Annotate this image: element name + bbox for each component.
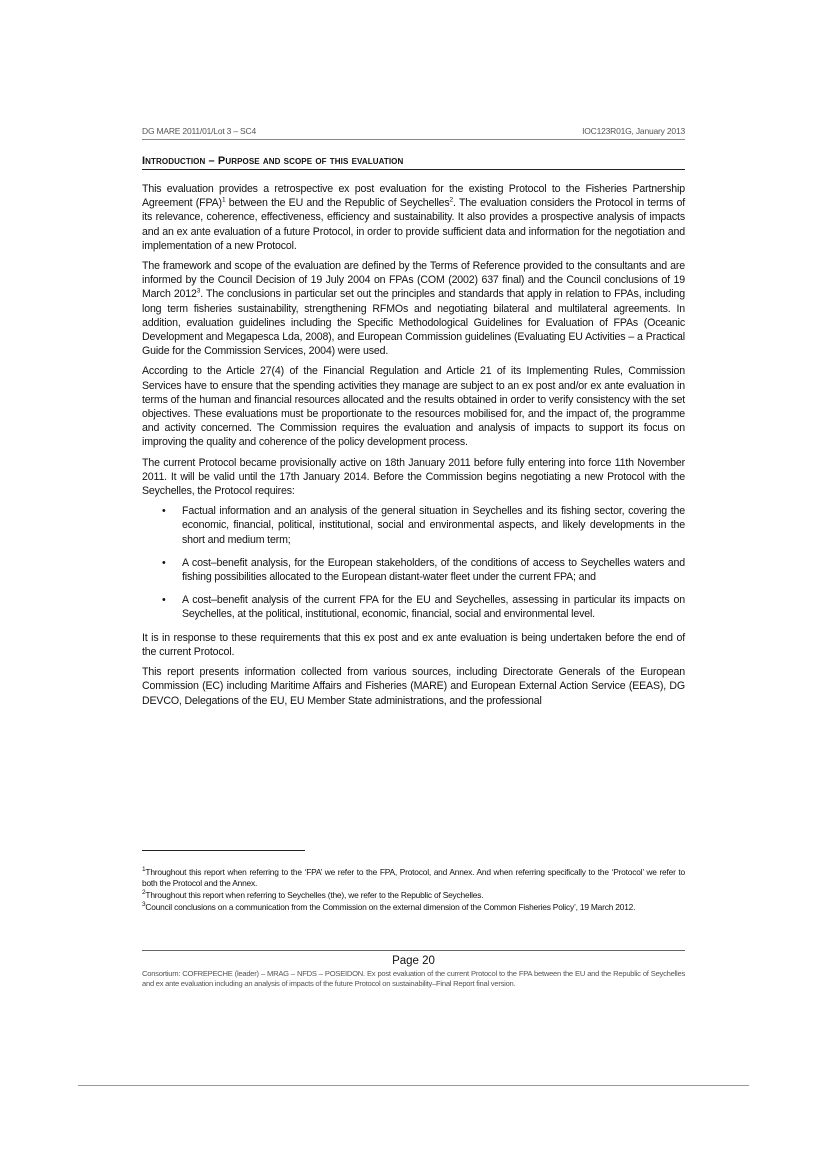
bullet-icon: •: [162, 505, 166, 518]
paragraph-5: It is in response to these requirements that this ex post and ex ante evaluation is being undertaken before the end of the current Protocol.: [142, 631, 685, 658]
list-item-text: A cost–benefit analysis, for the European stakeholders, of the conditions of access to Seychelles waters and fishing possibilities allocated to the European distant-water fleet under the current FPA; and: [182, 556, 685, 584]
page-number: Page 20: [392, 955, 435, 967]
text-run: . The evaluation considers the Protocol in terms of its relevance, coherence, effectiveness, efficiency and sustainability. It also provides a prospective analysis of impacts and an ex ante evaluation of a future Protocol, in order to provide sufficient data and information for the negotiation and implementation of a new Protocol.: [142, 197, 686, 252]
list-item: [142, 556, 685, 584]
list-item-text: A cost–benefit analysis of the current FPA for the EU and Seychelles, assessing in particular its impacts on Seychelles, at the political, institutional, economic, financial, social and environmental level.: [182, 594, 685, 621]
document-page: [142, 126, 685, 714]
list-item: [142, 504, 685, 547]
list-item: [142, 593, 685, 621]
text-run: The framework and scope of the evaluation are defined by the Terms of Reference provided to the consultants and are informed by the Council Decision of 19 July 2004 on FPAs (COM (2002) 637 final) and the Council conclusions of 19 March 2012: [142, 260, 685, 301]
text-run: . The conclusions in particular set out the principles and standards that apply in relation to FPAs, including long term fisheries sustainability, strengthening RFMOs and negotiating bilateral and multilateral agreements. In addition, evaluation guidelines including the Specific Methodological Guidelines for Evaluation of FPAs (Oceanic Development and Megapesca Lda, 2008), and European Commission guidelines (Evaluating EU Activities – a Practical Guide for the Commission Services, 2004) were used.: [142, 288, 685, 358]
footnote-ref-3[interactable]: 3: [196, 287, 201, 295]
footnote-ref-1[interactable]: 1: [221, 196, 226, 204]
footnote-3: [142, 902, 685, 913]
running-header: [142, 126, 685, 140]
footnote-text: Throughout this report when referring to the ‘FPA’ we refer to the FPA, Protocol, and Annex. And when referring specifically to the ‘Protocol’ we refer to both the Protocol and the Annex.: [142, 867, 685, 889]
footnote-separator: [142, 850, 305, 851]
footnote-1: [142, 867, 685, 889]
footnote-number: 2: [142, 889, 146, 897]
consortium-note: Consortium: COFREPECHE (leader) – MRAG – NFDS – POSEIDON. Ex post evaluation of the current Protocol to the FPA between the EU and the Republic of Seychelles and ex ante evaluation including an analysis of impacts of the future Protocol on sustainability–Final Report final version.: [142, 969, 685, 989]
footnote-text: Council conclusions on a communication from the Commission on the external dimension of the Common Fisheries Policy’, 19 March 2012.: [145, 901, 636, 912]
body-text: [142, 182, 685, 708]
list-item-text: Factual information and an analysis of the general situation in Seychelles and its fishing sector, covering the economic, financial, political, institutional, social and environmental aspects, and likely developments in the short and medium term;: [182, 505, 685, 546]
footnote-number: 3: [142, 900, 146, 908]
text-run: between the EU and the Republic of Seychelles: [225, 197, 450, 210]
footnote-2: [142, 890, 685, 901]
header-left: DG MARE 2011/01/Lot 3 – SC4: [142, 126, 256, 136]
paragraph-3: According to the Article 27(4) of the Financial Regulation and Article 21 of its Implementing Rules, Commission Services have to ensure that the spending activities they manage are subject to an ex post and/or ex ante evaluation in terms of the human and financial resources allocated and the results obtained in order to verify consistency with the set objectives. These evaluations must be proportionate to the resources mobilised for, and the impact of, the programme and activity concerned. The Commission requires the evaluation and analysis of impacts to support its focus on improving the quality and coherence of the policy development process.: [142, 365, 685, 449]
viewer-divider: [78, 1085, 749, 1086]
footnotes: [142, 867, 685, 913]
paragraph-6: This report presents information collected from various sources, including Directorate Generals of the European Commission (EC) including Maritime Affairs and Fisheries (MARE) and European External Action Service (EEAS), DG DEVCO, Delegations of the EU, EU Member State administrations, and the professional: [142, 666, 685, 707]
requirements-list: [142, 504, 685, 621]
section-title: Introduction – Purpose and scope of this evaluation: [142, 155, 685, 170]
footnote-ref-2[interactable]: 2: [449, 196, 454, 204]
paragraph-4: The current Protocol became provisionally active on 18th January 2011 before fully entering into force 11th November 2011. It will be valid until the 17th January 2014. Before the Commission begins negotiating a new Protocol with the Seychelles, the Protocol requires:: [142, 456, 685, 498]
bullet-icon: •: [162, 556, 166, 569]
paragraph-1: [142, 182, 685, 253]
bullet-icon: •: [162, 594, 166, 607]
paragraph-2: [142, 259, 685, 358]
footnote-number: 1: [142, 866, 146, 874]
footnote-text: Throughout this report when referring to Seychelles (the), we refer to the Republic of Seychelles.: [145, 889, 484, 900]
text-run: This evaluation provides a retrospective ex post evaluation for the existing Protocol to the Fisheries Partnership Agreement (FPA): [142, 183, 685, 210]
header-right: IOC123R01G, January 2013: [582, 126, 685, 136]
page-footer: [142, 950, 685, 990]
